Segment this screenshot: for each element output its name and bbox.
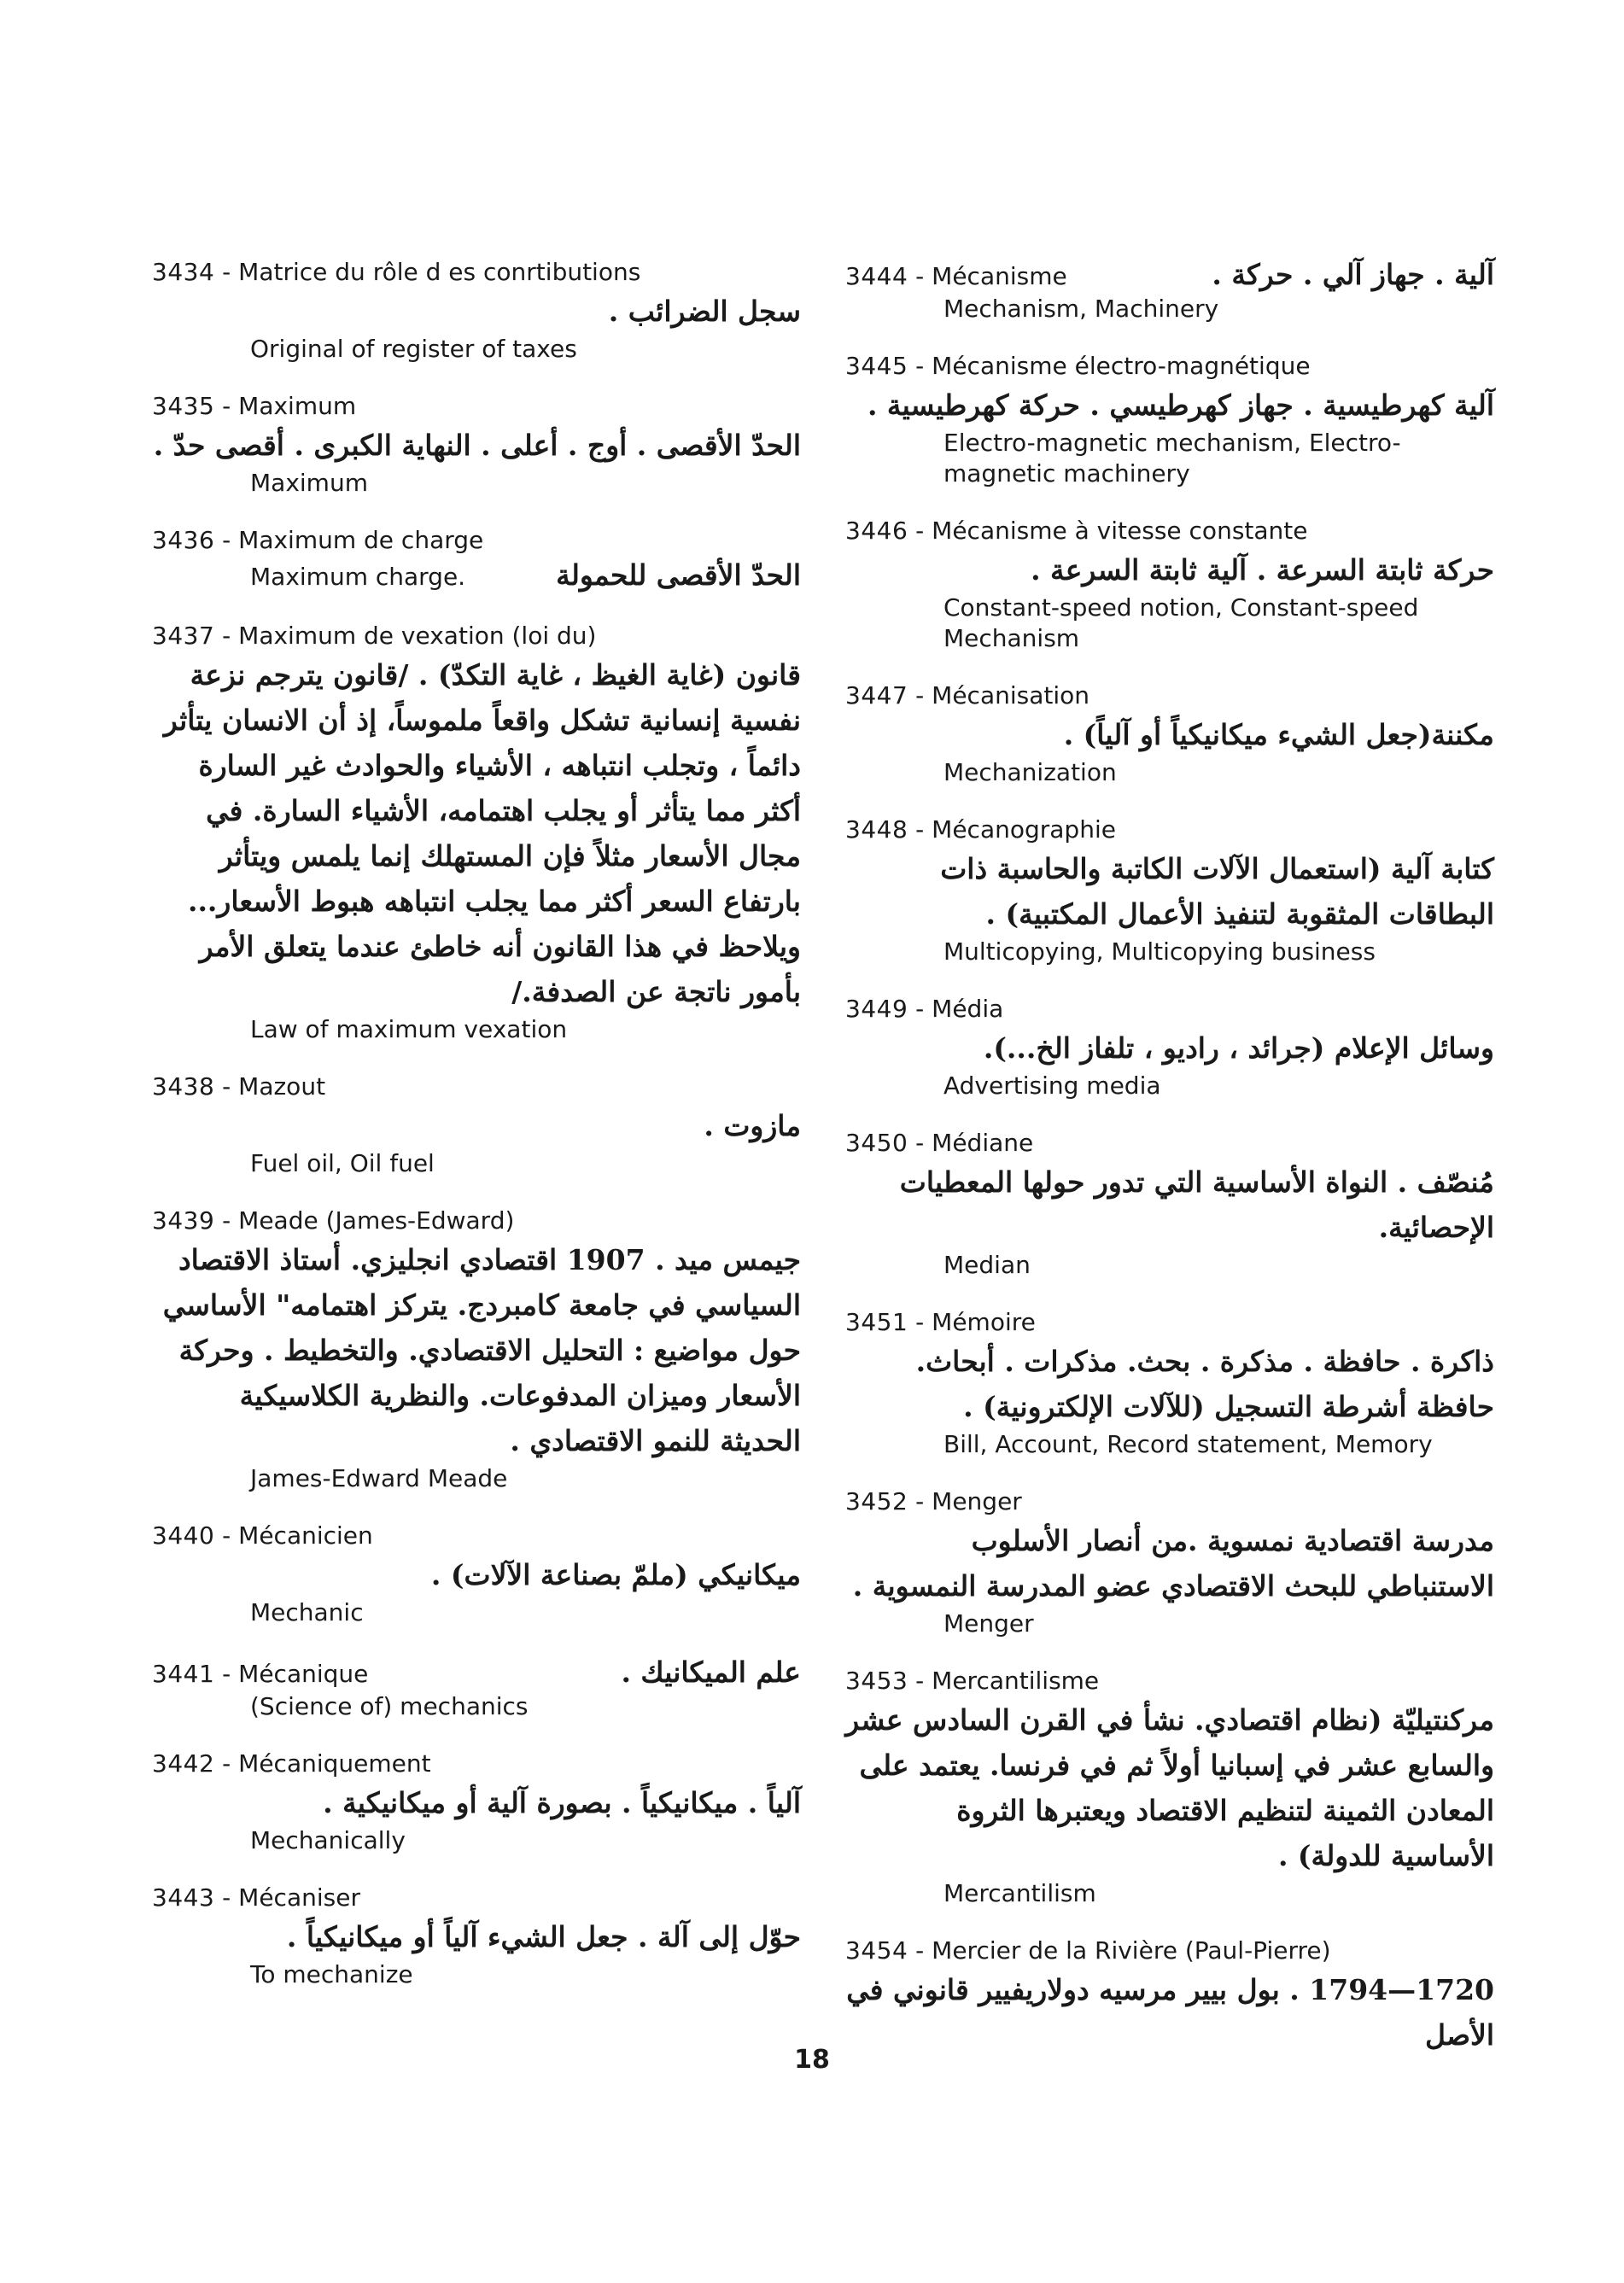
right-column bbox=[845, 256, 1494, 2083]
entry-3452 bbox=[845, 1486, 1494, 1639]
english-translation: Law of maximum vexation bbox=[250, 1015, 568, 1043]
entry-3441 bbox=[152, 1654, 801, 1722]
entry-3450 bbox=[845, 1127, 1494, 1281]
arabic-translation: مُنصّف . النواة الأساسية التي تدور حولها المعطيات الإحصائية. bbox=[899, 1165, 1494, 1244]
entry-3453 bbox=[845, 1665, 1494, 1909]
entry-term: Maximum de charge bbox=[238, 526, 484, 554]
english-translation: To mechanize bbox=[250, 1960, 413, 1988]
page-number: 18 bbox=[794, 2045, 830, 2075]
entry-3446 bbox=[845, 515, 1494, 654]
english-translation: Advertising media bbox=[943, 1071, 1161, 1100]
entry-number: 3437 bbox=[152, 622, 215, 650]
entry-heading: 3442 - Mécaniquement bbox=[152, 1749, 431, 1778]
entry-heading: 3451 - Mémoire bbox=[845, 1308, 1036, 1336]
entry-number: 3452 bbox=[845, 1487, 908, 1515]
arabic-translation: مدرسة اقتصادية نمسوية .من أنصار الأسلوب الاستنباطي للبحث الاقتصادي عضو المدرسة النمسوية . bbox=[852, 1524, 1494, 1603]
arabic-translation: حوّل إلى آلة . جعل الشيء آلياً أو ميكانيكياً . bbox=[286, 1920, 801, 1953]
entry-term: Mécanisme électro-magnétique bbox=[932, 352, 1311, 380]
entry-3436 bbox=[152, 524, 801, 594]
entry-term: Médiane bbox=[932, 1129, 1034, 1157]
arabic-translation: مازوت . bbox=[704, 1109, 801, 1142]
arabic-translation: آلية . جهاز آلي . حركة . bbox=[1212, 258, 1494, 291]
entry-heading: 3439 - Meade (James-Edward) bbox=[152, 1206, 515, 1235]
entry-heading: 3441 - Mécanique bbox=[152, 1660, 369, 1688]
english-translation: Mechanically bbox=[250, 1826, 406, 1854]
english-translation: James-Edward Meade bbox=[250, 1464, 508, 1492]
entry-number: 3449 bbox=[845, 995, 908, 1023]
translation-line bbox=[152, 557, 801, 594]
entry-3434 bbox=[152, 256, 801, 365]
english-translation: Mechanic bbox=[250, 1598, 364, 1626]
arabic-translation: كتابة آلية (استعمال الآلات الكاتبة والحاسبة ذات البطاقات المثقوبة لتنفيذ الأعمال المكتبية) . bbox=[940, 852, 1494, 931]
entry-3442 bbox=[152, 1748, 801, 1856]
entry-3444 bbox=[845, 256, 1494, 324]
arabic-translation: آلياً . ميكانيكياً . بصورة آلية أو ميكانيكية . bbox=[323, 1786, 801, 1819]
arabic-translation: مكننة(جعل الشيء ميكانيكياً أو آلياً) . bbox=[1063, 718, 1494, 751]
entry-term: Mécanisme bbox=[932, 262, 1067, 290]
entry-number: 3440 bbox=[152, 1521, 215, 1550]
entry-number: 3451 bbox=[845, 1308, 908, 1336]
english-translation: (Science of) mechanics bbox=[250, 1692, 529, 1720]
entry-3435 bbox=[152, 390, 801, 499]
english-translation: Menger bbox=[943, 1609, 1034, 1638]
entry-term: Maximum de vexation (loi du) bbox=[238, 622, 597, 650]
arabic-translation: الحدّ الأقصى . أوج . أعلى . النهاية الكبرى . أقصى حدّ . bbox=[153, 429, 801, 462]
entry-3439 bbox=[152, 1205, 801, 1494]
entry-heading: 3449 - Média bbox=[845, 995, 1004, 1023]
entry-heading: 3450 - Médiane bbox=[845, 1129, 1034, 1157]
arabic-translation: ميكانيكي (ملمّ بصناعة الآلات) . bbox=[430, 1558, 801, 1591]
arabic-translation: مركنتيليّة (نظام اقتصادي. نشأ في القرن السادس عشر والسابع عشر في إسبانيا أولاً ثم في فرنسا. يعتمد على المعادن الثمينة لتنظيم الاقتصاد ويعتبرها الثروة الأساسية للدولة) . bbox=[845, 1703, 1494, 1872]
entry-term: Mécanisation bbox=[932, 681, 1090, 709]
entry-heading: 3446 - Mécanisme à vitesse constante bbox=[845, 517, 1308, 545]
heading-line bbox=[845, 256, 1494, 294]
entry-heading: 3434 - Matrice du rôle d es conrtibutions bbox=[152, 258, 641, 286]
arabic-translation: حركة ثابتة السرعة . آلية ثابتة السرعة . bbox=[1031, 553, 1494, 587]
left-column bbox=[152, 256, 801, 2016]
arabic-translation: سجل الضرائب . bbox=[608, 295, 801, 328]
entry-number: 3443 bbox=[152, 1883, 215, 1912]
entry-number: 3450 bbox=[845, 1129, 908, 1157]
entry-3437 bbox=[152, 620, 801, 1045]
entry-heading: 3444 - Mécanisme bbox=[845, 262, 1067, 290]
entry-number: 3448 bbox=[845, 815, 908, 844]
arabic-translation: جيمس ميد . 1907 اقتصادي انجليزي. أستاذ الاقتصاد السياسي في جامعة كامبردج. يتركز اهتمامه" الأساسي حول مواضيع : التحليل الاقتصادي. والتخطيط . وحركة الأسعار وميزان المدفوعات. والنظرية الكلاسيكية الحديثة للنمو الاقتصادي . bbox=[162, 1243, 801, 1457]
english-translation: Original of register of taxes bbox=[250, 335, 577, 363]
entry-number: 3438 bbox=[152, 1072, 215, 1101]
entry-heading: 3435 - Maximum bbox=[152, 392, 357, 420]
entry-3447 bbox=[845, 680, 1494, 788]
entry-heading: 3452 - Menger bbox=[845, 1487, 1022, 1515]
entry-number: 3442 bbox=[152, 1749, 215, 1778]
arabic-translation: علم الميكانيك . bbox=[621, 1655, 801, 1689]
entry-number: 3441 bbox=[152, 1660, 215, 1688]
entry-number: 3453 bbox=[845, 1667, 908, 1695]
entry-number: 3435 bbox=[152, 392, 215, 420]
entry-3438 bbox=[152, 1071, 801, 1179]
entry-number: 3445 bbox=[845, 352, 908, 380]
entry-3445 bbox=[845, 350, 1494, 489]
entry-term: Matrice du rôle d es conrtibutions bbox=[238, 258, 641, 286]
entry-heading: 3447 - Mécanisation bbox=[845, 681, 1090, 709]
entry-number: 3446 bbox=[845, 517, 908, 545]
arabic-translation: ذاكرة . حافظة . مذكرة . بحث. مذكرات . أبحاث. حافظة أشرطة التسجيل (للآلات الإلكترونية) . bbox=[915, 1345, 1494, 1423]
english-translation: Bill, Account, Record statement, Memory bbox=[943, 1430, 1433, 1458]
entry-term: Menger bbox=[932, 1487, 1022, 1515]
entry-term: Mécanisme à vitesse constante bbox=[932, 517, 1308, 545]
arabic-translation: 1720—1794 . بول بيير مرسيه دولاريفيير قانوني في الأصل bbox=[846, 1973, 1494, 2052]
entry-heading: 3437 - Maximum de vexation (loi du) bbox=[152, 622, 597, 650]
entry-3448 bbox=[845, 814, 1494, 967]
entry-heading: 3448 - Mécanographie bbox=[845, 815, 1116, 844]
arabic-translation: الحدّ الأقصى للحمولة bbox=[556, 558, 801, 592]
entry-heading: 3438 - Mazout bbox=[152, 1072, 326, 1101]
entry-3449 bbox=[845, 993, 1494, 1101]
entry-term: Mécaniquement bbox=[238, 1749, 431, 1778]
entry-term: Mécaniser bbox=[238, 1883, 360, 1912]
entry-heading: 3436 - Maximum de charge bbox=[152, 526, 484, 554]
entry-term: Mécanicien bbox=[238, 1521, 373, 1550]
english-translation: Maximum bbox=[250, 469, 368, 497]
entry-term: Mémoire bbox=[932, 1308, 1036, 1336]
entry-number: 3454 bbox=[845, 1936, 908, 1965]
english-translation: Mechanization bbox=[943, 758, 1117, 786]
entry-term: Mercier de la Rivière (Paul-Pierre) bbox=[932, 1936, 1331, 1965]
entry-number: 3447 bbox=[845, 681, 908, 709]
english-translation: Mechanism, Machinery bbox=[943, 295, 1219, 323]
entry-3454 bbox=[845, 1935, 1494, 2058]
english-translation: Fuel oil, Oil fuel bbox=[250, 1149, 435, 1177]
arabic-translation: وسائل الإعلام (جرائد ، راديو ، تلفاز الخ...). bbox=[983, 1031, 1494, 1065]
entry-term: Mécanographie bbox=[932, 815, 1116, 844]
entry-term: Mazout bbox=[238, 1072, 326, 1101]
english-translation: Constant-speed notion, Constant-speed Mechanism bbox=[943, 593, 1419, 652]
entry-number: 3434 bbox=[152, 258, 215, 286]
entry-number: 3436 bbox=[152, 526, 215, 554]
entry-heading: 3453 - Mercantilisme bbox=[845, 1667, 1100, 1695]
entry-number: 3444 bbox=[845, 262, 908, 290]
arabic-translation: قانون (غاية الغيظ ، غاية التكدّ) . /قانون يترجم نزعة نفسية إنسانية تشكل واقعاً ملموساً، إذ أن الانسان يتأثر دائماً ، وتجلب انتباهه ، الأشياء والحوادث غير السارة أكثر مما يتأثر أو يجلب اهتمامه، الأشياء السارة. في مجال الأسعار مثلاً فإن المستهلك إنما يلمس ويتأثر بارتفاع السعر أكثر مما يجلب انتباهه هبوط الأسعار... ويلاحظ في هذا القانون أنه خاطئ عندما يتعلق الأمر بأمور ناتجة عن الصدفة./ bbox=[163, 658, 801, 1008]
entry-term: Maximum bbox=[238, 392, 357, 420]
english-translation: Maximum charge. bbox=[250, 563, 466, 591]
entry-heading: 3445 - Mécanisme électro-magnétique bbox=[845, 352, 1311, 380]
arabic-translation: آلية كهرطيسية . جهاز كهرطيسي . حركة كهرطيسية . bbox=[867, 388, 1494, 422]
entry-3451 bbox=[845, 1306, 1494, 1460]
entry-number: 3439 bbox=[152, 1206, 215, 1235]
entry-term: Mécanique bbox=[238, 1660, 369, 1688]
entry-term: Média bbox=[932, 995, 1004, 1023]
english-translation: Electro-magnetic mechanism, Electro-magnetic machinery bbox=[943, 429, 1401, 488]
heading-line bbox=[152, 1654, 801, 1691]
entry-3440 bbox=[152, 1520, 801, 1628]
english-translation: Median bbox=[943, 1251, 1031, 1279]
entry-heading: 3454 - Mercier de la Rivière (Paul-Pierre) bbox=[845, 1936, 1331, 1965]
entry-term: Mercantilisme bbox=[932, 1667, 1100, 1695]
entry-term: Meade (James-Edward) bbox=[238, 1206, 515, 1235]
entry-heading: 3443 - Mécaniser bbox=[152, 1883, 360, 1912]
entry-heading: 3440 - Mécanicien bbox=[152, 1521, 373, 1550]
entry-3443 bbox=[152, 1882, 801, 1990]
english-translation: Multicopying, Multicopying business bbox=[943, 937, 1376, 966]
english-translation: Mercantilism bbox=[943, 1879, 1096, 1907]
